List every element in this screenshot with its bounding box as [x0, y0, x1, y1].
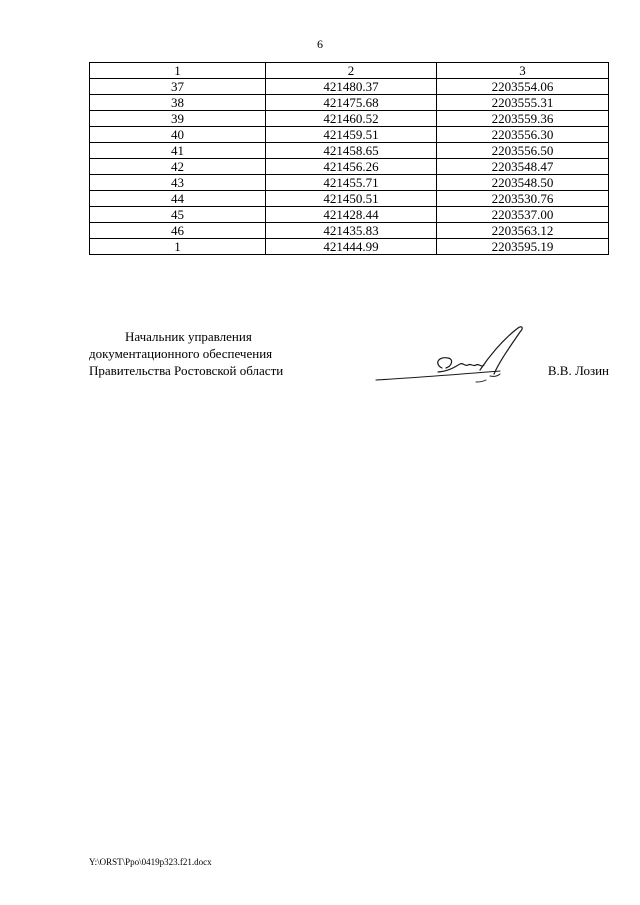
cell-point-number: 37 [90, 79, 266, 95]
cell-y-coordinate: 2203595.19 [437, 239, 609, 255]
table-row [90, 239, 609, 255]
cell-point-number: 43 [90, 175, 266, 191]
cell-point-number: 1 [90, 239, 266, 255]
signer-title-block [89, 328, 349, 379]
cell-y-coordinate: 2203556.50 [437, 143, 609, 159]
cell-point-number: 42 [90, 159, 266, 175]
cell-x-coordinate: 421458.65 [266, 143, 437, 159]
page-number: 6 [317, 37, 323, 51]
table-row [90, 175, 609, 191]
cell-y-coordinate: 2203559.36 [437, 111, 609, 127]
coordinates-table [89, 62, 609, 255]
header-cell-y: 3 [437, 63, 609, 79]
header-cell-point-number: 1 [90, 63, 266, 79]
cell-point-number: 44 [90, 191, 266, 207]
cell-y-coordinate: 2203548.50 [437, 175, 609, 191]
cell-y-coordinate: 2203554.06 [437, 79, 609, 95]
cell-y-coordinate: 2203537.00 [437, 207, 609, 223]
table-row [90, 143, 609, 159]
cell-x-coordinate: 421456.26 [266, 159, 437, 175]
signer-name: В.В. Лозин [547, 363, 609, 378]
signer-title-line-3: Правительства Ростовской области [89, 363, 284, 378]
cell-x-coordinate: 421455.71 [266, 175, 437, 191]
table-row [90, 111, 609, 127]
cell-point-number: 40 [90, 127, 266, 143]
cell-point-number: 41 [90, 143, 266, 159]
signer-title-line-2: документационного обеспечения [89, 346, 273, 361]
table-row [90, 95, 609, 111]
cell-y-coordinate: 2203530.76 [437, 191, 609, 207]
cell-x-coordinate: 421460.52 [266, 111, 437, 127]
cell-x-coordinate: 421475.68 [266, 95, 437, 111]
cell-y-coordinate: 2203555.31 [437, 95, 609, 111]
cell-point-number: 45 [90, 207, 266, 223]
table-header-row [90, 63, 609, 79]
table-row [90, 159, 609, 175]
cell-x-coordinate: 421480.37 [266, 79, 437, 95]
cell-y-coordinate: 2203556.30 [437, 127, 609, 143]
cell-x-coordinate: 421450.51 [266, 191, 437, 207]
cell-point-number: 38 [90, 95, 266, 111]
cell-point-number: 46 [90, 223, 266, 239]
table-row [90, 223, 609, 239]
table-row [90, 207, 609, 223]
cell-x-coordinate: 421428.44 [266, 207, 437, 223]
footer-file-path: Y:\ORST\Ppo\0419p323.f21.docx [89, 857, 212, 867]
table-row [90, 127, 609, 143]
handwritten-signature [372, 322, 532, 388]
cell-x-coordinate: 421459.51 [266, 127, 437, 143]
table-row [90, 191, 609, 207]
cell-x-coordinate: 421435.83 [266, 223, 437, 239]
header-cell-x: 2 [266, 63, 437, 79]
cell-y-coordinate: 2203548.47 [437, 159, 609, 175]
cell-y-coordinate: 2203563.12 [437, 223, 609, 239]
cell-point-number: 39 [90, 111, 266, 127]
table-row [90, 79, 609, 95]
cell-x-coordinate: 421444.99 [266, 239, 437, 255]
signer-title-line-1: Начальник управления [125, 329, 252, 344]
coordinates-table-body [90, 63, 609, 255]
